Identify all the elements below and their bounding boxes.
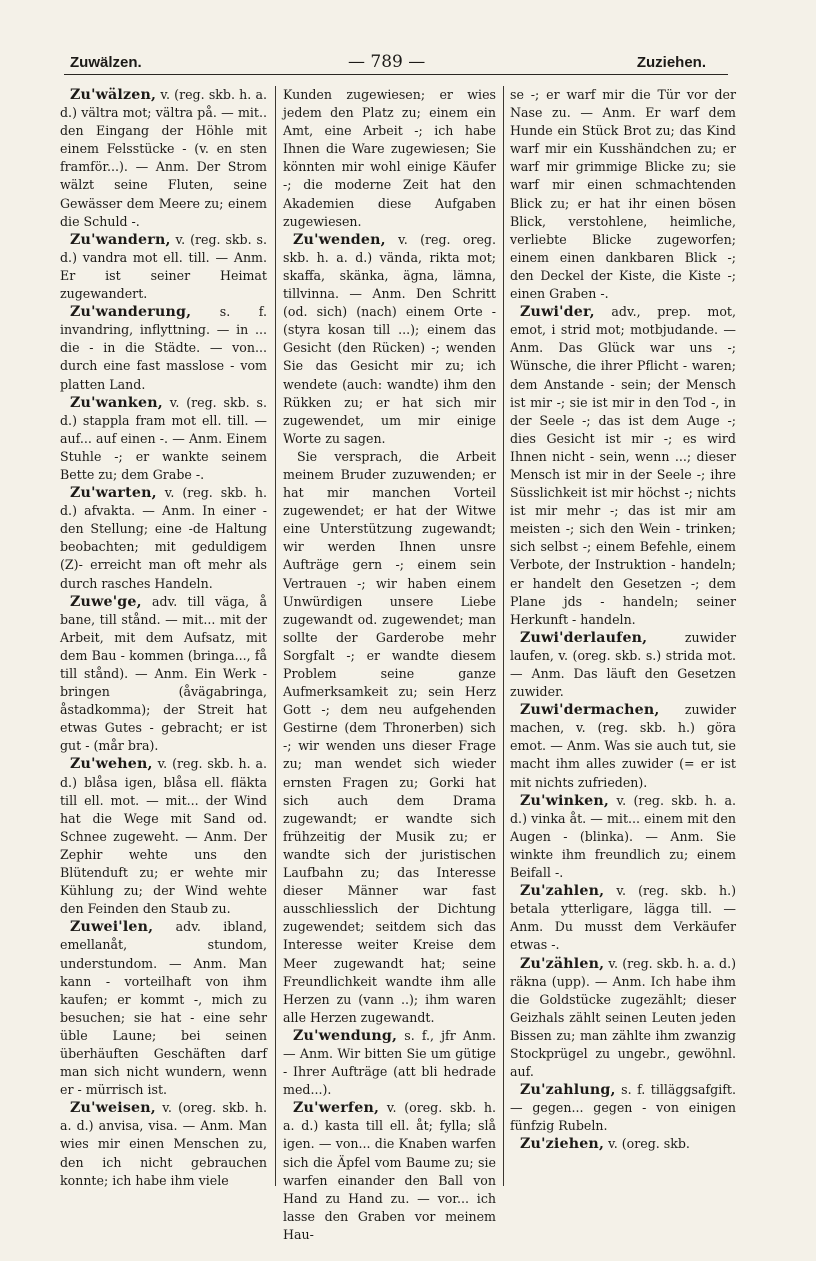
entry-text: v. (reg. skb. h. a. d.) vältra mot; vältra på. — mit.. den Eingang der Höhle mit einem Felsstücke - (v. en sten framför...). — Anm. Der Strom wälzt seine Fluten, seine Gewässer dem Meere zu; einem die Schuld -.: [60, 87, 267, 229]
entry-headword: Zu'warten,: [70, 485, 157, 502]
dictionary-entry: [510, 792, 736, 882]
dictionary-entry: [60, 593, 267, 756]
dictionary-entry: [510, 882, 736, 954]
dictionary-entry: [60, 484, 267, 593]
entry-text: v. (reg. skb. s. d.) vandra mot ell. till. — Anm. Er ist seiner Heimat zugewandert.: [60, 231, 267, 302]
entry-text: v. (reg. skb. h.) betala ytterligare, lägga till. — Anm. Du musst dem Verkäufer etwas -.: [510, 883, 736, 953]
entry-headword: Zu'zahlen,: [520, 883, 605, 900]
entry-text: v. (reg. oreg. skb. h. a. d.) vända, rikta mot; skaffa, skänka, ägna, lämna, tillvinna. — Anm. Den Schritt (od. sich) (nach) einem Orte - (styra kosan till ...); einem das Gesicht (den Rücken) -; wenden Sie das Gesicht mir zu; ich wendete (auch: wandte) ihm den Rükken zu; er hat sich mir zugewendet, um mir einige Worte zu sagen.: [283, 231, 496, 446]
entry-text: v. (oreg. skb.: [608, 1136, 690, 1152]
dictionary-entry: [510, 955, 736, 1082]
entry-headword: Zu'werfen,: [293, 1100, 380, 1117]
entry-headword: Zu'wanken,: [70, 394, 163, 411]
entry-headword: Zu'wehen,: [70, 756, 153, 773]
header-rule: [64, 74, 728, 75]
entry-text: v. (reg. skb. s. d.) stappla fram mot ell. till. — auf... auf einen -. — Anm. Einem Stuhle -; er wankte seinem Bette zu; dem Grabe -.: [60, 394, 267, 482]
dictionary-entry: [510, 701, 736, 791]
dictionary-entry: [60, 86, 267, 231]
entry-headword: Zu'wendung,: [293, 1027, 398, 1044]
page-number: — 789 —: [348, 52, 426, 72]
entry-text: v. (oreg. skb. h. a. d.) kasta till ell. åt; fylla; slå igen. — von... die Knaben warfen sich die Äpfel vom Baume zu; sie warfen einander den Ball von Hand zu Hand zu. — vor... ich lasse den Graben vor meinem Hau-: [283, 1100, 496, 1242]
entry-text: Sie versprach, die Arbeit meinem Bruder zuzuwenden; er hat mir manchen Vorteil zugewendet; er hat der Witwe eine Unterstützung zugewandt; wir werden Ihnen unsre Aufträge gern -; einem sein Vertrauen -; wir haben einem Unwürdigen unsere Liebe zugewandt od. zugewendet; man sollte der Garderobe mehr Sorgfalt -; er wandte diesem Problem seine ganze Aufmerksamkeit zu; sein Herz Gott -; dem neu aufgehenden Gestirne (dem Thronerben) sich -; wir wenden uns dieser Frage zu; man wendet sich wieder ernsten Fragen zu; Gorki hat sich auch dem Drama zugewandt; er wandte sich frühzeitig der Musik zu; er wandte sich der juristischen Laufbahn zu; das Interesse dieser Männer war fast ausschliesslich der Dichtung zugewendet; seitdem sich das Interesse weiter Kreise dem Meer zugewandt hat; seine Freundlichkeit wandte ihm alle Herzen zu (vann ..); ihm waren alle Herzen zugewandt.: [283, 448, 496, 1025]
entry-headword: Zuwei'len,: [70, 919, 154, 936]
header-first-word: Zuwälzen.: [70, 54, 142, 71]
dictionary-entry: [283, 1027, 496, 1099]
entry-text: zuwider machen, v. (reg. skb. h.) göra emot. — Anm. Was sie auch tut, sie macht ihm alles zuwider (= er ist mit nichts zufrieden).: [510, 702, 736, 790]
entry-text: s. f. invandring, inflyttning. — in ... die - in die Städte. — von... durch eine fast masslose - vom platten Land.: [60, 304, 267, 392]
entry-headword: Zuwi'dermachen,: [520, 702, 660, 719]
entry-text: s. f. tilläggsafgift. — gegen... gegen - von einigen fünfzig Rubeln.: [510, 1082, 736, 1134]
column-divider: [275, 86, 276, 1186]
entry-headword: Zuwi'derlaufen,: [520, 629, 648, 646]
dictionary-entry: [60, 918, 267, 1099]
dictionary-entry: [283, 1099, 496, 1244]
entry-text: v. (reg. skb. h. a. d.) blåsa igen, blåsa ell. fläkta till ell. mot. — mit... der Wind hat die Wege mit Sand od. Schnee zugeweht. — Anm. Der Zephir wehte uns den Blütenduft zu; er wehte mir Kühlung zu; der Wind wehte den Feinden den Staub zu.: [60, 756, 267, 917]
entry-text: adv. ibland, emellanåt, stundom, understundom. — Anm. Man kann - vorteilhaft von ihm kaufen; er kommt -, mich zu besuchen; sie hat - eine sehr üble Laune; bei seinen überhäuften Geschäften darf man sich nicht wundern, wenn er - mürrisch ist.: [60, 919, 267, 1098]
dictionary-entry: [60, 231, 267, 303]
dictionary-entry: [510, 1081, 736, 1135]
entry-headword: Zuwe'ge,: [70, 593, 142, 610]
entry-headword: Zu'wanderung,: [70, 304, 192, 321]
entry-headword: Zu'zählen,: [520, 955, 605, 972]
dictionary-entry: [60, 303, 267, 393]
column-3: [510, 86, 736, 1196]
entry-text: v. (reg. skb. h. a. d.) vinka åt. — mit... einem mit den Augen - (blinka). — Anm. Sie winkte ihm freundlich zu; einem Beifall -.: [510, 792, 736, 881]
entry-headword: Zu'ziehen,: [520, 1136, 605, 1153]
column-2: [283, 86, 496, 1242]
dictionary-entry: [510, 629, 736, 701]
dictionary-entry: [510, 86, 736, 303]
entry-text: v. (reg. skb. h. a. d.) räkna (upp). — Anm. Ich habe ihm die Goldstücke zugezählt; dieser Geizhals zählt seinen Leuten jeden Bissen zu; man zählte ihm zwanzig Stockprügel zu ungebr., gewöhnl. auf.: [510, 955, 736, 1080]
entry-text: adv., prep. mot, emot, i strid mot; motbjudande. — Anm. Das Glück war uns -; Wünsche, die ihrer Pflicht - waren; dem Anstande - sein; der Mensch ist mir -; sie ist mir in den Tod -, in der Seele -; das ist dem Auge -; dies Gesicht ist mir -; es wird Ihnen nicht - sein, wenn ...; dieser Mensch ist mir in der Seele -; ihre Süsslichkeit ist mir höchst -; nichts ist mir mehr -; das ist mir am meisten -; sich den Wein - trinken; sich selbst -; einem Befehle, einem Verbote, der Instruktion - handeln; er handelt den Gesetzen -; dem Plane jds - handeln; seiner Herkunft - handeln.: [510, 304, 736, 627]
entry-headword: Zu'wenden,: [293, 231, 386, 248]
entry-text: se -; er warf mir die Tür vor der Nase zu. — Anm. Er warf dem Hunde ein Stück Brot zu; das Kind warf mir ein Kusshändchen zu; er warf mir grimmige Blicke zu; sie warf mir einen schmachtenden Blick zu; er hat ihr einen bösen Blick, verstohlene, heimliche, verliebte Blicke zugeworfen; einem einen dankbaren Blick -; den Deckel der Kiste, die Kiste -; einen Graben -.: [510, 87, 736, 302]
entry-headword: Zu'winken,: [520, 792, 610, 809]
entry-text: v. (oreg. skb. h. a. d.) anvisa, visa. — Anm. Man wies mir einen Menschen zu, den ich nicht gebrauchen konnte; ich habe ihm viele: [60, 1100, 267, 1188]
dictionary-entry: [283, 448, 496, 1027]
entry-text: adv. till väga, å bane, till stånd. — mit... mit der Arbeit, mit dem Aufsatz, mit dem Bau - kommen (bringa..., få till stånd). — Anm. Ein Werk - bringen (åvägabringa, åstadkomma); der Streit hat etwas Gutes - gebracht; er ist gut - (mår bra).: [60, 593, 267, 754]
dictionary-entry: [60, 394, 267, 484]
entry-headword: Zu'wälzen,: [70, 87, 157, 103]
dictionary-entry: [283, 231, 496, 448]
entry-headword: Zu'zahlung,: [520, 1082, 616, 1099]
entry-headword: Zu'wandern,: [70, 231, 171, 248]
dictionary-entry: [510, 1135, 736, 1153]
entry-text: zuwider laufen, v. (oreg. skb. s.) strida mot. — Anm. Das läuft den Gesetzen zuwider.: [510, 629, 736, 700]
dictionary-entry: [510, 303, 736, 629]
entry-headword: Zuwi'der,: [520, 304, 595, 321]
entry-headword: Zu'weisen,: [70, 1100, 156, 1117]
entry-text: v. (reg. skb. h. d.) afvakta. — Anm. In einer -den Stellung; eine -de Haltung beobachten; mit geduldigem (Z)- erreicht man oft mehr als durch rasches Handeln.: [60, 485, 267, 591]
dictionary-entry: [283, 86, 496, 231]
dictionary-entry: [60, 755, 267, 918]
column-1: [60, 86, 267, 1196]
entry-text: s. f., jfr Anm. — Anm. Wir bitten Sie um gütige - Ihrer Aufträge (att bli hedrade med...).: [283, 1027, 496, 1098]
entry-text: Kunden zugewiesen; er wies jedem den Platz zu; einem ein Amt, eine Arbeit -; ich habe Ihnen die Ware zugewiesen; Sie könnten mir wohl einige Käufer -; die moderne Zeit hat den Akademien diese Aufgaben zugewiesen.: [283, 87, 496, 229]
header-last-word: Zuziehen.: [636, 54, 706, 71]
column-divider: [503, 86, 504, 1186]
dictionary-entry: [60, 1099, 267, 1189]
